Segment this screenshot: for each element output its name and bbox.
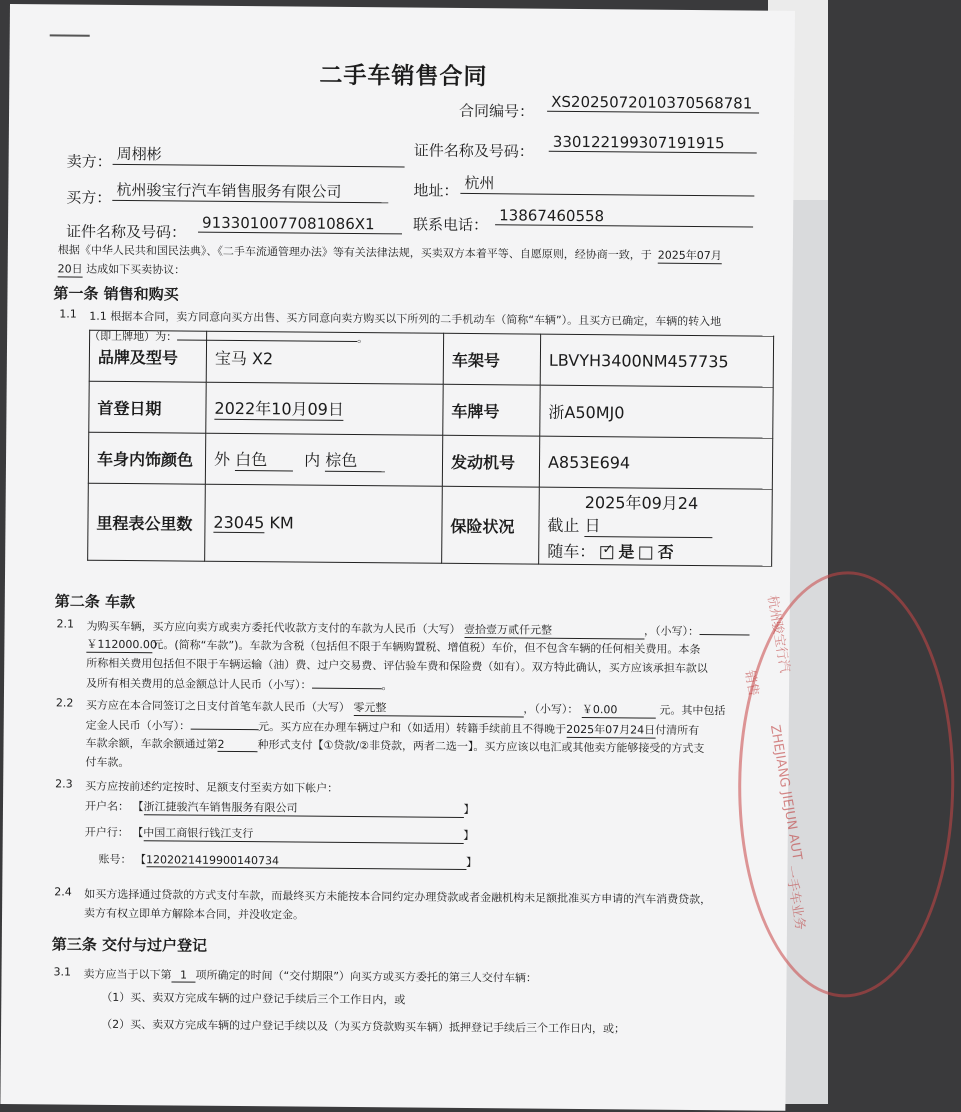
p24-line1: 如买方选择通过贷款的方式支付车款，而最终买方未能按本合同约定办理贷款或者金融机构未足额批准买方申请的汽车消费贷款， <box>84 887 712 907</box>
reg-date-value: 2022年10月09日 <box>214 396 344 421</box>
plate-value: 浙A50MJ0 <box>540 385 773 438</box>
art1-text-2: （即上牌地）为： 。 <box>89 327 368 346</box>
p23-num: 2.3 <box>55 777 73 791</box>
p21-line2: ￥112000.00元。(简称“车款”)。车款为含税（包括但不限于车辆购置税、增值税）车价，但不包含车辆的任何相关费用。本条 <box>86 637 701 657</box>
vehicle-table <box>87 330 774 567</box>
brand-value: 宝马 X2 <box>206 331 443 384</box>
p24-line2: 卖方有权立即单方解除本合同，并没收定金。 <box>84 906 305 922</box>
buyer-phone-value: 13867460558 <box>495 206 753 227</box>
article-3-title: 第三条 交付与过户登记 <box>51 935 208 955</box>
p21-line4: 及所有相关费用的总金额总计人民币（小写）： 。 <box>86 676 393 693</box>
no-checkbox[interactable] <box>639 547 652 560</box>
article-2-title: 第二条 车款 <box>54 592 136 612</box>
contract-no-value: XS2025072010370568781 <box>547 93 759 114</box>
brand-label: 品牌及型号 <box>89 330 206 382</box>
p22-line3: 车款余额，车款余额通过第2 种形式支付【①贷款/②非贷款，两者二选一】。买方应该以电汇或其他卖方能够接受的方式支 <box>85 736 705 756</box>
account-name-row: 开户名： 【浙江捷骏汽车销售服务有限公司 】 <box>84 799 475 817</box>
mileage-label: 里程表公里数 <box>88 483 206 561</box>
seller-id-value: 330122199307191915 <box>549 133 757 154</box>
p22-line2: 定金人民币（小写）： 元。买方应在办理车辆过户和（如适用）转籍手续前且不得晚于2025年07月24日付清所有 <box>86 716 700 739</box>
interior-color: 棕色 <box>325 448 385 473</box>
preamble-line1: 根据《中华人民共和国民法典》、《二手车流通管理办法》等有关法律法规，买卖双方本着平等、自愿原则，经协商一致，于 2025年07月 <box>57 243 722 263</box>
p22-num: 2.2 <box>55 696 74 710</box>
vin-label: 车架号 <box>443 333 540 385</box>
art1-text-1: 1.1 根据本合同，卖方同意向买方出售、买方同意向卖方购买以下所列的二手机动车（简称“车辆”）。且买方已确定，车辆的转入地 <box>89 309 722 329</box>
mileage-cell: 23045 KM <box>205 484 443 563</box>
seller-name: 周栩彬 <box>113 143 405 168</box>
p22-line4: 付车款。 <box>85 755 130 770</box>
pen-mark <box>50 34 90 36</box>
buyer-addr-label: 地址： <box>413 181 459 200</box>
insurance-date: 2025年09月24日 <box>584 490 712 538</box>
vin-value: LBVYH3400NM457735 <box>540 334 773 387</box>
buyer-phone-label: 联系电话： <box>413 215 489 235</box>
p23-line1: 买方应按前述约定按时、足额支付至卖方如下帐户： <box>85 779 339 795</box>
account-no-value: 1202021419900140734 <box>146 853 466 870</box>
seller-id-label: 证件名称及号码： <box>413 141 534 161</box>
company-seal: 杭州骏宝行汽 销售 ZHEJIANG JIEJUN AUT 一手车业务 <box>736 570 956 998</box>
buyer-addr-value: 杭州 <box>460 172 754 197</box>
p31-option-1: （1）买、卖双方完成车辆的过户登记手续后三个工作日内，或 <box>101 990 406 1007</box>
p31-line1: 卖方应当于以下第 1 项所确定的时间（“交付期限”）向买方或买方委托的第三人交付车辆： <box>83 967 537 985</box>
color-label: 车身内饰颜色 <box>88 432 205 484</box>
account-name-value: 浙江捷骏汽车销售服务有限公司 <box>143 798 463 818</box>
preamble-line2: 20日 达成如下买卖协议： <box>57 262 186 277</box>
contract-page <box>0 4 808 1111</box>
bank-row: 开户行： 【中国工商银行钱江支行 】 <box>84 825 475 843</box>
p21-line3: 所称相关费用包括但不限于车辆运输（油）费、过户交易费、评估验车费和保险费（如有）。双方特此确认，买方应该承担车款以 <box>86 656 708 676</box>
bank-value: 中国工商银行钱江支行 <box>143 824 463 844</box>
reg-date-label: 首登日期 <box>89 381 206 433</box>
buyer-id-label: 证件名称及号码： <box>65 222 187 242</box>
buyer-name: 杭州骏宝行汽车销售服务有限公司 <box>112 179 388 203</box>
p31-num: 3.1 <box>53 965 72 979</box>
engine-value: A853E694 <box>539 436 772 489</box>
page-title: 二手车销售合同 <box>319 62 488 91</box>
exterior-color: 白色 <box>235 447 293 472</box>
account-no-row: 账号： 【1202021419900140734 】 <box>98 852 478 870</box>
buyer-id-value: 9133010077081086X1 <box>198 214 402 235</box>
contract-no-label: 合同编号： <box>459 101 535 121</box>
p21-line1: 为购买车辆，买方应向卖方或卖方委托代收款方支付的车款为人民币（大写） 壹拾壹万贰仟元整 ，（小写）： <box>86 617 749 641</box>
color-cell: 外 白色 内 棕色 <box>205 433 442 486</box>
mileage-value: 23045 <box>213 512 265 533</box>
insurance-cell: 截止 2025年09月24日 随车： ✓ 是 否 <box>539 487 773 566</box>
p22-line1: 买方应在本合同签订之日支付首笔车款人民币（大写） 零元整 ，（小写）： ￥0.00 元。其中包括 <box>85 698 726 718</box>
buyer-label: 买方： <box>66 188 112 207</box>
insurance-label: 保险状况 <box>442 486 540 564</box>
plate-label: 车牌号 <box>443 384 540 436</box>
p24-num: 2.4 <box>54 885 72 899</box>
art1-num: 1.1 <box>59 307 77 321</box>
yes-checkbox[interactable]: ✓ <box>600 546 613 559</box>
seller-label: 卖方： <box>66 152 112 171</box>
article-1-title: 第一条 销售和购买 <box>53 284 179 304</box>
p31-option-2: （2）买、卖双方完成车辆的过户登记手续以及（为买方贷款购买车辆）抵押登记手续后三个工作日内，或； <box>101 1017 626 1036</box>
engine-label: 发动机号 <box>442 435 539 487</box>
p21-num: 2.1 <box>56 617 75 631</box>
reg-date-cell <box>206 382 443 435</box>
